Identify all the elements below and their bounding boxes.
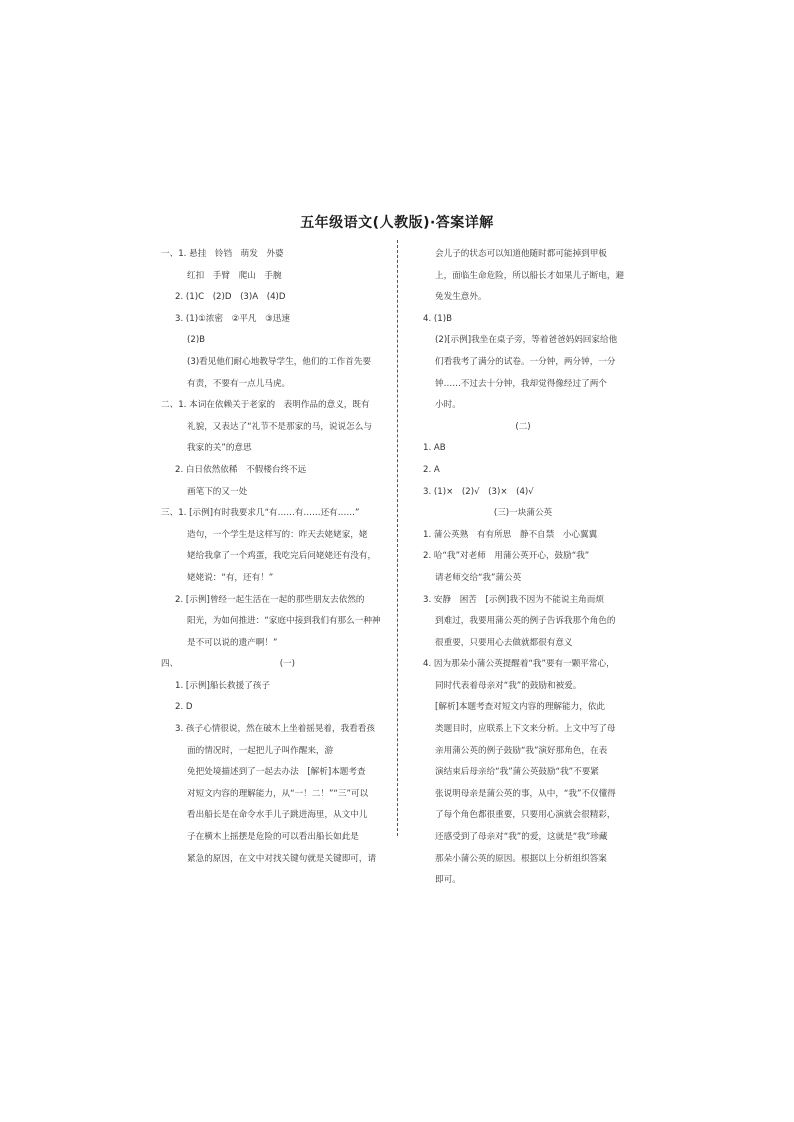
answer-line: 1. 蒲公英熟 有有所思 静不自禁 小心翼翼 xyxy=(423,529,598,540)
answer-line: 姥给我拿了一个鸡蛋，我吃完后问姥姥还有没有， xyxy=(187,551,377,562)
answer-line: 紧急的原因，在文中对找关键句就是关键即可，请 xyxy=(187,853,377,864)
answer-line: 2. 白日依然依稀 不假楼台终不远 xyxy=(175,464,307,475)
answer-line: 3. 孩子心情很说，然在破木上坐着摇晃着，我看看孩 xyxy=(175,724,375,735)
answer-line: 画笔下的又一处 xyxy=(187,486,248,497)
answer-line: [解析]本题考查对短文内容的理解能力，依此 xyxy=(435,702,605,713)
answer-line: (三)一块蒲公英 xyxy=(493,508,553,519)
answer-line: 三、1. [示例]有时我要求几“有……有……还有……” xyxy=(161,508,360,519)
answer-line: 4. 因为那朵小蒲公英提醒着“我”要有一颗平常心， xyxy=(423,659,615,670)
answer-line: 了每个角色都很重要，只要用心演就会很精彩， xyxy=(435,810,616,821)
answer-line: 张说明母亲是蒲公英的事，从中，“我”不仅懂得 xyxy=(435,788,616,799)
answer-line: (2)B xyxy=(187,335,206,346)
answer-line: 二、1. 本词在依赖关于老家的 表明作品的意义，既有 xyxy=(161,400,370,411)
answer-line: 4. (1)B xyxy=(423,313,452,324)
answer-line: 3. 安静 困苦 [示例]我不因为不能说主角而烦 xyxy=(423,594,604,605)
page-title: 五年级语文(人教版)·答案详解 xyxy=(300,215,494,231)
answer-line: 很重要，只要用心去做就都很有意义 xyxy=(435,637,573,648)
answer-line: 面的情况时，一起把儿子叫作醒来，游 xyxy=(187,745,334,756)
answer-line: 看出船长是在命令水手儿子跳进海里，从文中儿 xyxy=(187,810,368,821)
answer-line: 们看我考了满分的试卷。一分钟，两分钟，一分 xyxy=(435,356,616,367)
right-answer-column xyxy=(409,244,637,892)
answer-line: 3. (1)× (2)√ (3)× (4)√ xyxy=(423,486,534,497)
answer-line: 有责，不要有一点儿马虎。 xyxy=(187,378,291,389)
answer-line: 同时代表着母亲对“我”的鼓励和被爱。 xyxy=(435,680,582,691)
answer-line: 阳光，为如何推进：“家庭中接到我们有那么一种神 xyxy=(187,616,381,627)
answer-line: 是不可以说的遗产啊！” xyxy=(187,637,278,648)
answer-line: 即可。 xyxy=(435,875,461,886)
answer-line: 子在横木上摇摆是危险的可以看出船长如此是 xyxy=(187,832,359,843)
answer-line: 类题目时，应联系上下文来分析。上文中写了母 xyxy=(435,724,616,735)
answer-line: 小时。 xyxy=(435,400,461,411)
answer-line: 到难过，我要用蒲公英的例子告诉我那个角色的 xyxy=(435,616,616,627)
answer-line: (2)[示例]我坐在桌子旁，等着爸爸妈妈回家给他 xyxy=(435,335,618,346)
answer-line: 会儿子的状态可以知道他随时都可能掉到甲板 xyxy=(435,249,607,259)
left-answer-column xyxy=(161,244,389,870)
answer-line: 那朵小蒲公英的原因。根据以上分析组织答案 xyxy=(435,853,607,864)
answer-line: 造句，一个学生是这样写的：昨天去姥姥家，姥 xyxy=(187,529,368,540)
answer-line: 演结束后母亲给“我”蒲公英鼓励“我”不要紧 xyxy=(435,767,599,778)
answer-line: 还感受到了母亲对“我”的爱，这就是“我”珍藏 xyxy=(435,832,608,843)
answer-line: 1. AB xyxy=(423,443,446,454)
answer-line: 2. A xyxy=(423,464,440,475)
answer-line xyxy=(161,654,389,676)
section-label: 四、 xyxy=(161,659,179,670)
answer-line: 1. [示例]船长救援了孩子 xyxy=(175,680,270,691)
answer-line: 姥姥说：“有，还有！” xyxy=(187,572,274,583)
answer-line: 2. [示例]曾经一起生活在一起的那些朋友去依然的 xyxy=(175,594,365,605)
answer-line: (二) xyxy=(515,421,531,432)
answer-line: 亲用蒲公英的例子鼓励“我”演好那角色，在表 xyxy=(435,745,608,756)
answer-line: 3. (1)①浓密 ②平凡 ③迅速 xyxy=(175,313,290,324)
answer-line: 一、1. 悬挂 铃铛 萌发 外婆 xyxy=(161,249,284,259)
subsection-heading: (一) xyxy=(279,659,295,670)
answer-line: 对短文内容的理解能力，从“一！二！”“三”可以 xyxy=(187,788,369,799)
answer-line: 钟……不过去十分钟，我却觉得像经过了两个 xyxy=(435,378,607,389)
answer-line: 请老师交给“我”蒲公英 xyxy=(435,572,522,583)
answer-line: (3)看见他们耐心地教导学生，他们的工作首先要 xyxy=(187,356,372,367)
answer-line: 2. D xyxy=(175,702,193,713)
answer-line: 上，面临生命危险，所以船长才如果儿子断电，避 xyxy=(435,270,625,281)
answer-line: 红扣 手臂 爬山 手腕 xyxy=(187,270,282,281)
answer-line: 礼貌，又表达了“礼节不是那家的马，说说怎么与 xyxy=(187,421,372,432)
answer-line: 免发生意外。 xyxy=(435,292,487,303)
answer-line: 免把处境描述到了一起去办法 [解析]本题考查 xyxy=(187,767,366,778)
column-divider xyxy=(397,240,398,836)
answer-line: 2. (1)C (2)D (3)A (4)D xyxy=(175,292,286,303)
answer-line: 我家的关”的意思 xyxy=(187,443,252,454)
answer-line: 2. 哈“我”对老师 用蒲公英开心，鼓励“我” xyxy=(423,551,590,562)
